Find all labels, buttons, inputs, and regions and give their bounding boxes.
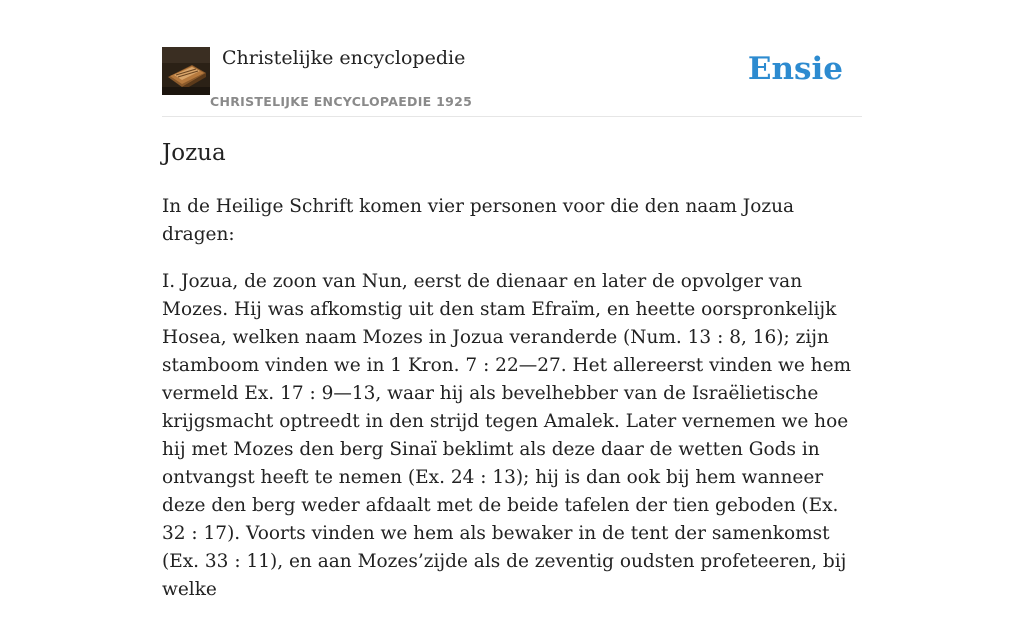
book-photo-icon [162,47,210,95]
article-paragraph-intro: In de Heilige Schrift komen vier personen voor die den naam Jozua dragen: [162,196,795,245]
article-title: Jozua [162,140,226,166]
brand-logo-link[interactable]: Ensie [747,51,843,87]
site-header [162,47,862,117]
article-paragraph-1: I. Jozua, de zoon van Nun, eerst de dienaar en later de opvolger van Mozes. Hij was afkomstig uit den stam Efraïm, en heette oorspronkelijk Hosea, welken naam Mozes in Jozua veranderde (Num. 13 : 8, 16); zijn stamboom vinden we in 1 Kron. 7 : 22—27. Het allereerst vinden we hem vermeld Ex. 17 : 9—13, waar hij als bevelhebber van de Israëlietische krijgsmacht optreedt in den strijd tegen Amalek. Later vernemen we hoe hij met Mozes den berg Sinaï beklimt als deze daar de wetten Gods in ontvangst heeft te nemen (Ex. 24 : 13); hij is dan ook bij hem wanneer deze den berg weder afdaalt met de beide tafelen der tien geboden (Ex. 32 : 17). Voorts vinden we hem als bewaker in de tent der samenkomst (Ex. 33 : 11), en aan Mozes’zijde als de zeventig oudsten profeteeren, bij welke [162,271,852,600]
article-body [162,193,862,623]
site-subtitle[interactable]: CHRISTELIJKE ENCYCLOPAEDIE 1925 [210,94,473,109]
site-avatar[interactable] [162,47,210,95]
site-title[interactable]: Christelijke encyclopedie [222,47,466,69]
